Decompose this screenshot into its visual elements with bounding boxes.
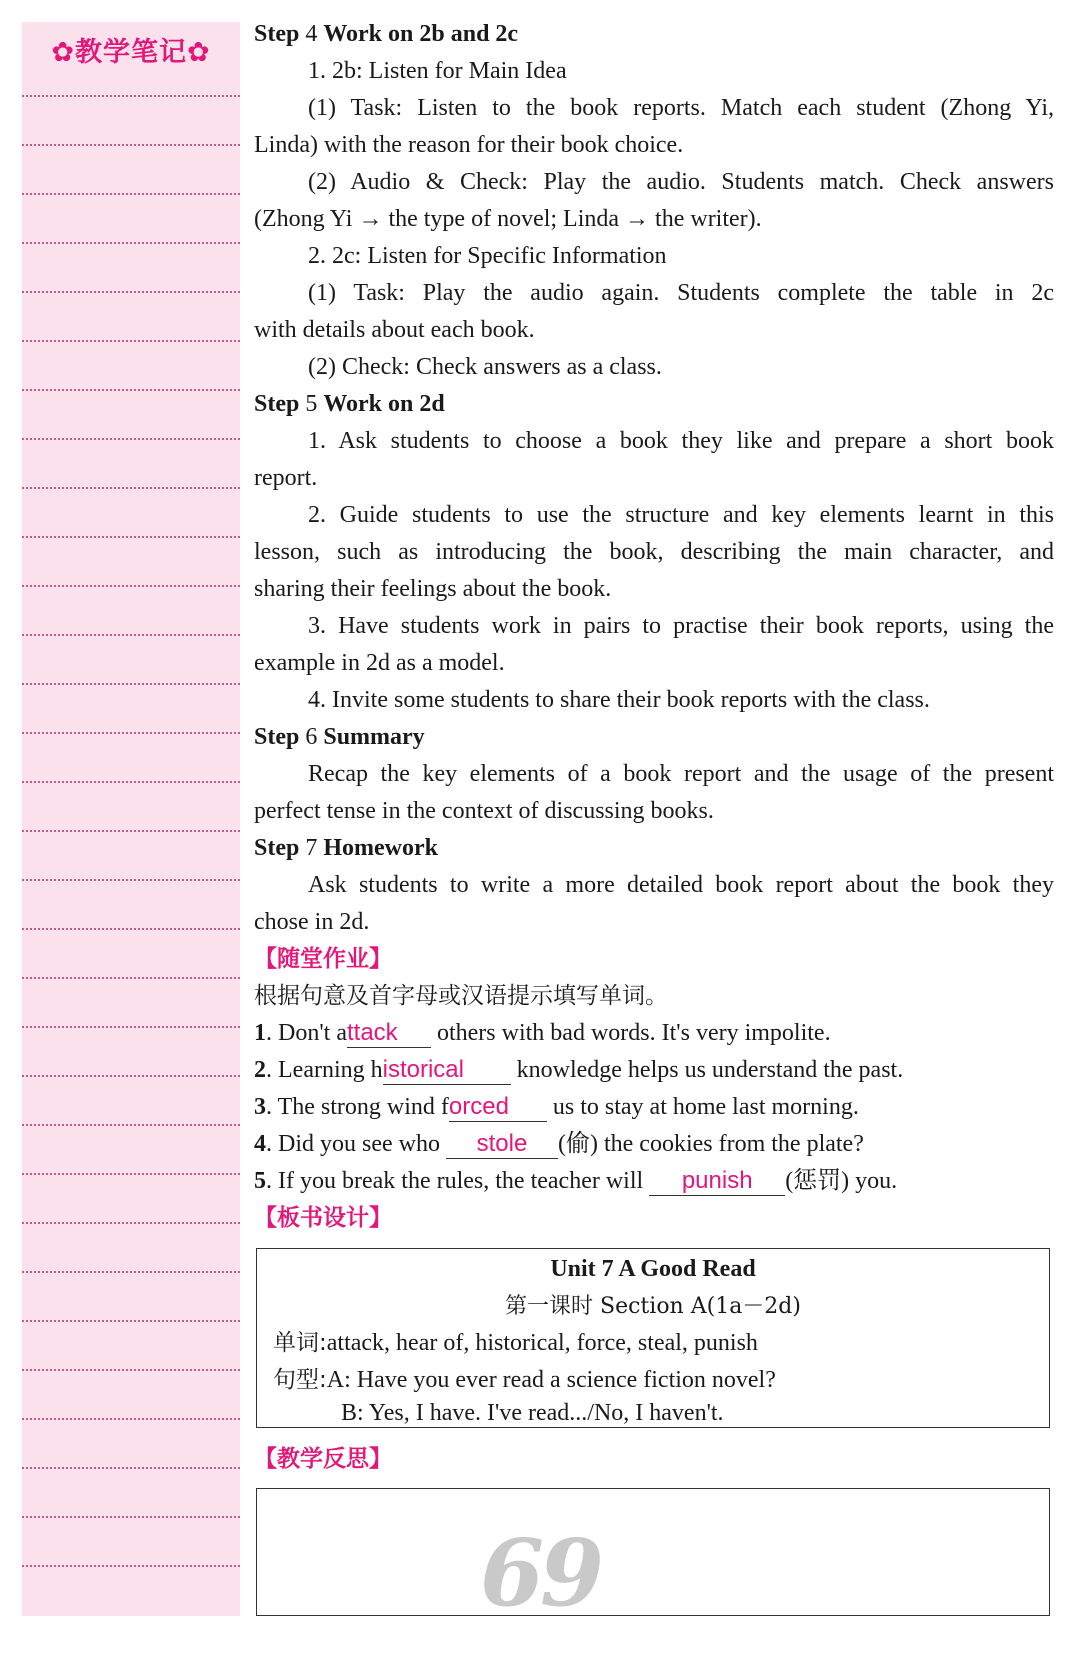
note-line — [22, 389, 240, 391]
note-line — [22, 1173, 240, 1175]
step5-p2-line1: 2. Guide students to use the structure and key elements learnt in this — [308, 502, 1054, 528]
step-label: Step — [254, 391, 300, 417]
step4-task1-line1: (1) Task: Listen to the book reports. Match each student (Zhong Yi, — [308, 95, 1054, 121]
note-line — [22, 95, 240, 97]
step4-heading — [254, 16, 1054, 53]
question-number: 5 — [254, 1168, 266, 1194]
question-number: 3 — [254, 1094, 266, 1120]
note-line — [22, 1418, 240, 1420]
step7-line2: chose in 2d. — [254, 909, 370, 935]
note-line — [22, 340, 240, 342]
exercise-q3 — [254, 1089, 1054, 1126]
question-text: (偷) the cookies from the plate? — [557, 1131, 864, 1157]
step5-heading — [254, 386, 1054, 423]
note-line — [22, 1124, 240, 1126]
question-number: 2 — [254, 1057, 266, 1083]
note-line — [22, 1026, 240, 1028]
step5-p4: 4. Invite some students to share their book reports with the class. — [308, 687, 930, 713]
note-line — [22, 879, 240, 881]
note-line — [22, 536, 240, 538]
step5-p1-line2: report. — [254, 465, 318, 491]
step-number: 4 — [305, 21, 318, 47]
note-line — [22, 830, 240, 832]
exercise-q2 — [254, 1052, 1054, 1089]
step4-audio-line2: (Zhong Yi → the type of novel; Linda → the writer). — [254, 206, 762, 232]
notes-sidebar — [22, 22, 240, 1616]
step4-item1: 1. 2b: Listen for Main Idea — [308, 58, 567, 84]
note-line — [22, 291, 240, 293]
note-line — [22, 1075, 240, 1077]
question-text: us to stay at home last morning. — [546, 1094, 859, 1120]
reflection-box[interactable] — [256, 1488, 1050, 1627]
question-text: knowledge helps us understand the past. — [510, 1057, 904, 1083]
step6-line1: Recap the key elements of a book report and the usage of the present — [308, 761, 1054, 787]
note-line — [22, 193, 240, 195]
question-number: 1 — [254, 1020, 266, 1046]
step4-check: (2) Check: Check answers as a class. — [308, 354, 662, 380]
step5-p3-line2: example in 2d as a model. — [254, 650, 505, 676]
question-text: . The strong wind f — [266, 1094, 449, 1120]
pattern-label: 句型: — [273, 1367, 327, 1393]
answer-blank[interactable]: orced — [449, 1093, 547, 1122]
step7-line1: Ask students to write a more detailed book report about the book they — [308, 872, 1054, 898]
board-title: Unit 7 A Good Read — [550, 1256, 756, 1282]
answer-blank[interactable]: ttack — [347, 1019, 431, 1048]
note-line — [22, 438, 240, 440]
note-line — [22, 242, 240, 244]
exercise-heading: 【随堂作业】 — [254, 946, 392, 972]
board-heading: 【板书设计】 — [254, 1205, 392, 1231]
step4-task1-line2: Linda) with the reason for their book choice. — [254, 132, 684, 158]
note-line — [22, 683, 240, 685]
words-list: attack, hear of, historical, force, steal, punish — [326, 1330, 758, 1356]
step6-heading — [254, 719, 1054, 756]
answer-blank[interactable]: stole — [446, 1130, 558, 1159]
step5-p2-line2: lesson, such as introducing the book, describing the main character, and — [254, 539, 1054, 565]
note-line — [22, 1222, 240, 1224]
board-subtitle: 第一课时 Section A(1a－2d) — [505, 1294, 801, 1319]
note-line — [22, 144, 240, 146]
step7-heading — [254, 830, 1054, 867]
notes-title: ✿教学笔记✿ — [51, 37, 211, 68]
step-title: Homework — [323, 835, 438, 861]
step4-task2-line2: with details about each book. — [254, 317, 535, 343]
step-title: Work on 2b and 2c — [323, 21, 519, 47]
question-text: . Learning h — [266, 1057, 383, 1083]
words-label: 单词: — [273, 1330, 327, 1356]
question-number: 4 — [254, 1131, 266, 1157]
note-line — [22, 1565, 240, 1567]
step-label: Step — [254, 835, 300, 861]
step4-item2: 2. 2c: Listen for Specific Information — [308, 243, 667, 269]
step6-line2: perfect tense in the context of discussing books. — [254, 798, 714, 824]
reflection-heading: 【教学反思】 — [254, 1446, 392, 1472]
step-number: 5 — [305, 391, 318, 417]
question-text: others with bad words. It's very impolite. — [430, 1020, 831, 1046]
step-label: Step — [254, 21, 300, 47]
note-line — [22, 585, 240, 587]
step4-audio-line1: (2) Audio & Check: Play the audio. Students match. Check answers — [308, 169, 1054, 195]
pattern-text: A: Have you ever read a science fiction novel? — [326, 1367, 776, 1393]
note-line — [22, 1516, 240, 1518]
question-text: . If you break the rules, the teacher will — [266, 1168, 650, 1194]
note-line — [22, 487, 240, 489]
note-line — [22, 1320, 240, 1322]
exercise-q5 — [254, 1163, 1054, 1200]
step-number: 7 — [305, 835, 318, 861]
board-words — [273, 1325, 1065, 1362]
exercise-instruction: 根据句意及首字母或汉语提示填写单词。 — [254, 983, 668, 1009]
answer-blank[interactable]: punish — [649, 1167, 785, 1196]
board-pattern-b: B: Yes, I have. I've read.../No, I haven't. — [341, 1400, 724, 1426]
step5-p1-line1: 1. Ask students to choose a book they like and prepare a short book — [308, 428, 1054, 454]
note-line — [22, 781, 240, 783]
note-line — [22, 634, 240, 636]
step-number: 6 — [305, 724, 318, 750]
step4-task2-line1: (1) Task: Play the audio again. Students complete the table in 2c — [308, 280, 1054, 306]
step5-p3-line1: 3. Have students work in pairs to practise their book reports, using the — [308, 613, 1054, 639]
step-title: Work on 2d — [323, 391, 445, 417]
page-number: 69 — [480, 1519, 601, 1627]
question-text: . Don't a — [266, 1020, 347, 1046]
note-line — [22, 1271, 240, 1273]
step-label: Step — [254, 724, 300, 750]
board-pattern-a — [273, 1362, 1065, 1399]
question-text: (惩罚) you. — [785, 1168, 898, 1194]
answer-blank[interactable]: istorical — [383, 1056, 511, 1085]
note-line — [22, 1467, 240, 1469]
exercise-q4 — [254, 1126, 1054, 1163]
note-line — [22, 1369, 240, 1371]
step-title: Summary — [323, 724, 425, 750]
exercise-q1 — [254, 1015, 1054, 1052]
note-line — [22, 977, 240, 979]
board-design-box — [256, 1248, 1050, 1428]
step5-p2-line3: sharing their feelings about the book. — [254, 576, 612, 602]
note-line — [22, 732, 240, 734]
note-line — [22, 928, 240, 930]
question-text: . Did you see who — [266, 1131, 446, 1157]
